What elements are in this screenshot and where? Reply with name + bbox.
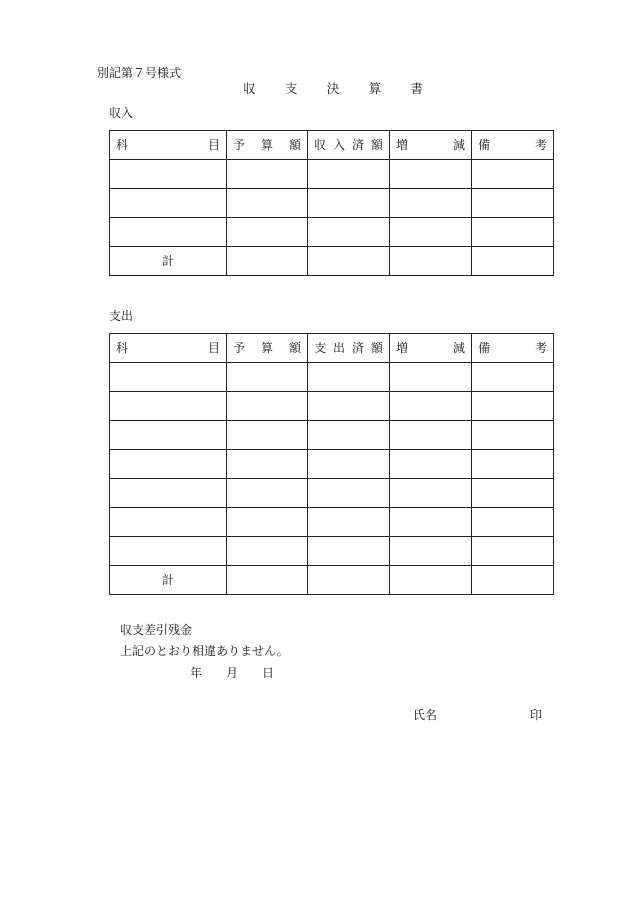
total-row — [110, 566, 554, 595]
total-label: 計 — [110, 566, 227, 595]
form-number: 別記第７号様式 — [97, 66, 182, 80]
total-label: 計 — [110, 247, 227, 276]
total-row — [110, 247, 554, 276]
header-cell-change: 増 減 — [390, 131, 472, 160]
header-cell-spent: 支 出 済 額 — [308, 334, 390, 363]
table-row — [110, 218, 554, 247]
header-cell-budget: 予 算 額 — [227, 334, 308, 363]
header-cell-subject: 科 目 — [110, 334, 227, 363]
header-cell-received: 収 入 済 額 — [308, 131, 390, 160]
date-year: 年 — [190, 666, 203, 680]
table-header-row — [110, 334, 554, 363]
table-row — [110, 363, 554, 392]
table-row — [110, 479, 554, 508]
income-table — [109, 130, 554, 276]
header-cell-remarks: 備 考 — [472, 131, 554, 160]
title-char: 決 — [326, 81, 340, 96]
table-row — [110, 189, 554, 218]
date-line — [190, 664, 274, 681]
date-month: 月 — [225, 666, 238, 680]
title-char: 算 — [368, 81, 382, 96]
table-row — [110, 450, 554, 479]
title-char: 支 — [284, 81, 298, 96]
document-title — [243, 79, 423, 97]
title-char: 書 — [410, 81, 423, 96]
expense-section-label: 支出 — [109, 309, 134, 323]
expense-table — [109, 333, 554, 595]
table-header-row — [110, 131, 554, 160]
table-row — [110, 160, 554, 189]
table-row — [110, 537, 554, 566]
table-row — [110, 421, 554, 450]
seal-label: 印 — [530, 708, 543, 722]
table-row — [110, 508, 554, 537]
name-label: 氏名 — [413, 708, 438, 722]
balance-label: 収支差引残金 — [120, 623, 193, 637]
certification-text: 上記のとおり相違ありません。 — [120, 644, 289, 658]
date-day: 日 — [261, 666, 274, 680]
header-cell-change: 増 減 — [390, 334, 472, 363]
income-section-label: 収入 — [109, 106, 134, 120]
header-cell-budget: 予 算 額 — [227, 131, 308, 160]
header-cell-remarks: 備 考 — [472, 334, 554, 363]
table-row — [110, 392, 554, 421]
header-cell-subject: 科 目 — [110, 131, 227, 160]
title-char: 収 — [243, 81, 256, 96]
